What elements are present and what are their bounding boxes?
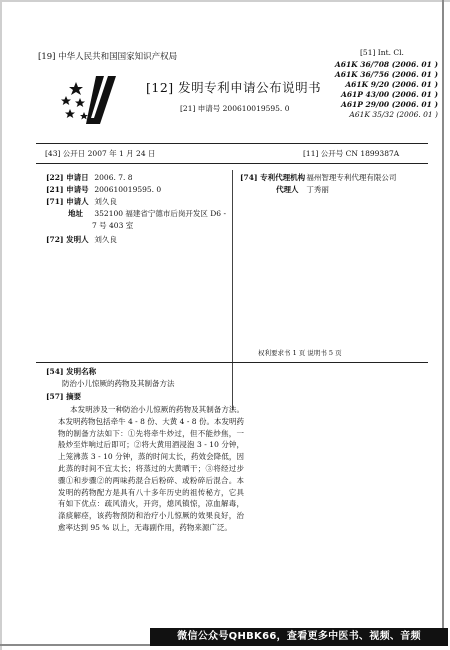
publication-number: [11] 公开号 CN 1899387A [303,149,400,158]
address-row [68,208,226,220]
abstract-content: 本发明涉及一种防治小儿惊厥的药物及其制备方法。本发明药物包括牵牛 4 - 8 份、大黄 4 - 8 份。本发明药物的制备方法如下：①先将牵牛炒过，但不能炒焦，一般炒至炸响过后即可；②将大黄用酒浸泡 3 - 10 分钟，上笼沸蒸 3 - 10 分钟，蒸的时间太长，药效会降低，因此蒸的时间不宜太长；将蒸过的大黄晒干；③将经过步骤①和步骤②的两味药混合后粉碎、或粉碎后混合。本发明的药物配方是具有八十多年历史的祖传秘方，它具有如下优点：疏风清火，开窍，熄风镇惊，凉血解毒，涤痰解痉，该药物预防和治疗小儿惊厥的效果良好，治愈率达到 95 % 以上，无毒副作用，药物来源广泛。 [58,405,244,532]
classification-item: A61K 36/756 (2006. 01 ) [334,70,438,79]
divider [36,163,428,164]
patent-office-logo-icon [56,74,126,126]
int-cl-label: [51] Int. Cl. [360,48,404,57]
address-label: 地址 [68,209,83,218]
agent-row [276,184,329,196]
agency-row [240,172,396,184]
app-no-label: [21] 申请号 [46,185,89,194]
agent-value: 丁秀丽 [306,185,329,194]
applicant-value: 刘久良 [94,197,117,206]
abstract-text [58,404,244,534]
classification-item: A61K 36/708 (2006. 01 ) [334,60,438,69]
promo-banner: 微信公众号QHBK66，查看更多中医书、视频、音频 [150,628,448,646]
classification-item: A61K 35/32 (2006. 01 ) [349,110,438,119]
agency-label: [74] 专利代理机构 [240,173,306,182]
app-no-value: 200610019595. 0 [94,185,162,194]
applicant-row [46,196,117,208]
app-no-row [46,184,161,196]
invention-name: 防治小儿惊厥的药物及其制备方法 [62,379,175,388]
document-title: [12] 发明专利申请公布说明书 [146,80,322,95]
divider [36,143,428,144]
classification-list [328,60,438,120]
page-count-summary: 权利要求书 1 页 说明书 5 页 [258,349,342,357]
applicant-label: [71] 申请人 [46,197,89,206]
invention-name-label: [54] 发明名称 [46,367,97,376]
inventor-row [46,234,117,246]
classification-item: A61K 9/20 (2006. 01 ) [345,80,438,89]
divider [36,362,428,363]
agent-label: 代理人 [276,185,299,194]
classification-item: A61P 43/00 (2006. 01 ) [341,90,438,99]
agency-value: 福州智理专利代理有限公司 [306,173,397,182]
address-line-1: 352100 福建省宁德市后岗开发区 D6 - [94,209,226,218]
application-number-line: [21] 申请号 200610019595. 0 [180,104,290,113]
classification-item: A61P 29/00 (2006. 01 ) [341,100,438,109]
column-divider [232,170,233,410]
abstract-label: [57] 摘要 [46,392,82,401]
address-line-2: 7 号 403 室 [92,221,134,230]
issuing-authority: [19] 中华人民共和国国家知识产权局 [38,52,178,62]
inventor-value: 刘久良 [94,235,117,244]
filing-date-value: 2006. 7. 8 [94,173,133,182]
publication-date: [43] 公开日 2007 年 1 月 24 日 [45,149,156,158]
filing-date-row [46,172,133,184]
inventor-label: [72] 发明人 [46,235,89,244]
filing-date-label: [22] 申请日 [46,173,89,182]
